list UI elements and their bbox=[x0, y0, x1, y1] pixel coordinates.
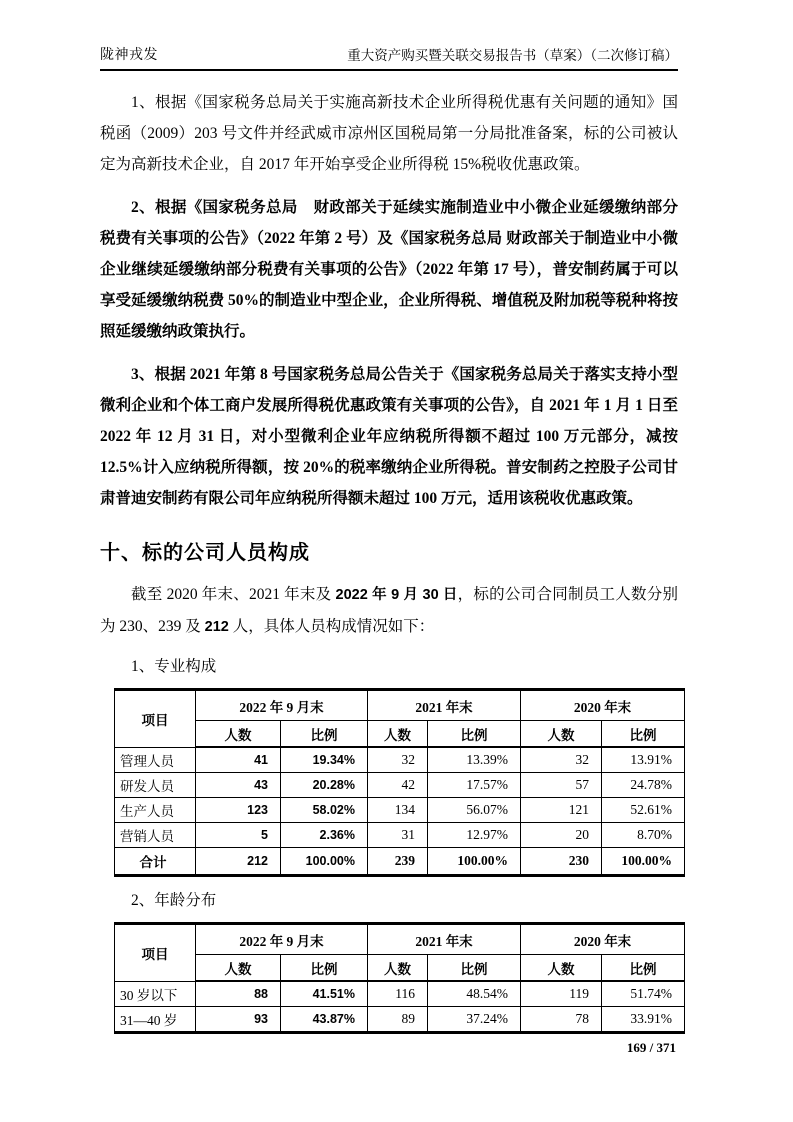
column-header-count: 人数 bbox=[196, 955, 281, 982]
cell-value: 119 bbox=[521, 981, 602, 1007]
table-header-row-measures bbox=[115, 955, 685, 982]
table-row bbox=[115, 981, 685, 1007]
cell-value: 123 bbox=[196, 798, 281, 823]
cell-value: 5 bbox=[196, 823, 281, 848]
cell-value: 31 bbox=[368, 823, 428, 848]
cell-value: 41 bbox=[196, 747, 281, 773]
cell-value: 57 bbox=[521, 773, 602, 798]
cell-value: 51.74% bbox=[602, 981, 685, 1007]
cell-value: 20.28% bbox=[281, 773, 368, 798]
row-label: 研发人员 bbox=[115, 773, 196, 798]
table-row bbox=[115, 823, 685, 848]
cell-value: 2.36% bbox=[281, 823, 368, 848]
row-label: 31—40 岁 bbox=[115, 1007, 196, 1033]
column-header-period: 2020 年末 bbox=[521, 924, 685, 955]
cell-value: 8.70% bbox=[602, 823, 685, 848]
cell-value: 43.87% bbox=[281, 1007, 368, 1033]
cell-value: 78 bbox=[521, 1007, 602, 1033]
column-header-period: 2022 年 9 月末 bbox=[196, 690, 368, 721]
column-header-period: 2021 年末 bbox=[368, 690, 521, 721]
table-header bbox=[115, 690, 685, 748]
cell-value: 212 bbox=[196, 848, 281, 876]
cell-value: 17.57% bbox=[428, 773, 521, 798]
cell-value: 56.07% bbox=[428, 798, 521, 823]
table-header-row-measures bbox=[115, 721, 685, 748]
row-label: 30 岁以下 bbox=[115, 981, 196, 1007]
cell-value: 58.02% bbox=[281, 798, 368, 823]
cell-value: 134 bbox=[368, 798, 428, 823]
cell-value: 230 bbox=[521, 848, 602, 876]
column-header-period: 2021 年末 bbox=[368, 924, 521, 955]
cell-value: 19.34% bbox=[281, 747, 368, 773]
cell-value: 100.00% bbox=[281, 848, 368, 876]
table-row bbox=[115, 798, 685, 823]
cell-value: 100.00% bbox=[602, 848, 685, 876]
header-document-title: 重大资产购买暨关联交易报告书（草案）（二次修订稿） bbox=[347, 48, 678, 63]
column-header-count: 人数 bbox=[521, 955, 602, 982]
cell-value: 20 bbox=[521, 823, 602, 848]
table-body bbox=[115, 981, 685, 1033]
table-age-distribution bbox=[114, 922, 685, 1034]
intro-segment-bold-count: 212 bbox=[204, 619, 229, 635]
cell-value: 24.78% bbox=[602, 773, 685, 798]
cell-value: 13.91% bbox=[602, 747, 685, 773]
header-company-name: 陇神戎发 bbox=[100, 48, 158, 63]
cell-value: 37.24% bbox=[428, 1007, 521, 1033]
paragraph-tax-policy-2: 2、根据《国家税务总局 财政部关于延续实施制造业中小微企业延缓缴纳部分税费有关事项的公告》（2022 年第 2 号）及《国家税务总局 财政部关于制造业中小微企业继续延缓缴纳部分税费有关事项的公告》（2022 年第 17 号），普安制药属于可以享受延缓缴纳税费 50%的制造业中型企业，企业所得税、增值税及附加税等税种将按照延缓缴纳政策执行。 bbox=[100, 199, 678, 340]
row-label: 管理人员 bbox=[115, 747, 196, 773]
column-header-ratio: 比例 bbox=[602, 955, 685, 982]
cell-value: 52.61% bbox=[602, 798, 685, 823]
cell-value: 93 bbox=[196, 1007, 281, 1033]
column-header-period: 2020 年末 bbox=[521, 690, 685, 721]
cell-value: 32 bbox=[521, 747, 602, 773]
table-row bbox=[115, 848, 685, 876]
cell-value: 48.54% bbox=[428, 981, 521, 1007]
page-number: 169 / 371 bbox=[626, 1040, 676, 1055]
column-header-ratio: 比例 bbox=[281, 955, 368, 982]
cell-value: 42 bbox=[368, 773, 428, 798]
table-body bbox=[115, 747, 685, 876]
column-header-period: 2022 年 9 月末 bbox=[196, 924, 368, 955]
cell-value: 88 bbox=[196, 981, 281, 1007]
column-header-count: 人数 bbox=[368, 955, 428, 982]
cell-value: 33.91% bbox=[602, 1007, 685, 1033]
cell-value: 12.97% bbox=[428, 823, 521, 848]
row-label: 生产人员 bbox=[115, 798, 196, 823]
cell-value: 239 bbox=[368, 848, 428, 876]
table-header bbox=[115, 924, 685, 982]
intro-paragraph bbox=[100, 579, 678, 643]
row-label: 合计 bbox=[115, 848, 196, 876]
cell-value: 121 bbox=[521, 798, 602, 823]
cell-value: 100.00% bbox=[428, 848, 521, 876]
intro-segment-bold-date: 2022 年 9 月 30 日 bbox=[335, 587, 458, 603]
column-header-count: 人数 bbox=[368, 721, 428, 748]
column-header-ratio: 比例 bbox=[602, 721, 685, 748]
row-label: 营销人员 bbox=[115, 823, 196, 848]
table-header-row-periods bbox=[115, 924, 685, 955]
column-header-ratio: 比例 bbox=[281, 721, 368, 748]
cell-value: 32 bbox=[368, 747, 428, 773]
table-row bbox=[115, 747, 685, 773]
cell-value: 43 bbox=[196, 773, 281, 798]
intro-segment: 人，具体人员构成情况如下： bbox=[228, 618, 435, 635]
paragraph-tax-policy-1: 1、根据《国家税务总局关于实施高新技术企业所得税优惠有关问题的通知》国税函（2009）203 号文件并经武威市凉州区国税局第一分局批准备案，标的公司被认定为高新技术企业，自 2017 年开始享受企业所得税 15%税收优惠政策。 bbox=[100, 94, 678, 173]
table-profession-composition bbox=[114, 688, 685, 877]
cell-value: 89 bbox=[368, 1007, 428, 1033]
sub-item-profession: 1、专业构成 bbox=[131, 658, 217, 675]
table-header-row-periods bbox=[115, 690, 685, 721]
column-header-item: 项目 bbox=[115, 924, 196, 982]
cell-value: 13.39% bbox=[428, 747, 521, 773]
table-row bbox=[115, 773, 685, 798]
column-header-ratio: 比例 bbox=[428, 721, 521, 748]
column-header-item: 项目 bbox=[115, 690, 196, 748]
cell-value: 41.51% bbox=[281, 981, 368, 1007]
cell-value: 116 bbox=[368, 981, 428, 1007]
paragraph-tax-policy-3: 3、根据 2021 年第 8 号国家税务总局公告关于《国家税务总局关于落实支持小型微利企业和个体工商户发展所得税优惠政策有关事项的公告》，自 2021 年 1 月 1 日至 2022 年 12 月 31 日，对小型微利企业年应纳税所得额不超过 100 万元部分，减按 12.5%计入应纳税所得额，按 20%的税率缴纳企业所得税。普安制药之控股子公司甘肃普迪安制药有限公司年应纳税所得额未超过 100 万元，适用该税收优惠政策。 bbox=[100, 366, 678, 507]
sub-item-age: 2、年龄分布 bbox=[131, 892, 217, 909]
intro-segment: ，标的公司合同制员工人数分别为 230、239 及 bbox=[100, 586, 678, 635]
table-row bbox=[115, 1007, 685, 1033]
section-heading: 十、标的公司人员构成 bbox=[100, 542, 310, 564]
column-header-count: 人数 bbox=[521, 721, 602, 748]
intro-segment: 截至 2020 年末、2021 年末及 bbox=[131, 586, 336, 603]
page-header bbox=[100, 44, 678, 71]
column-header-count: 人数 bbox=[196, 721, 281, 748]
column-header-ratio: 比例 bbox=[428, 955, 521, 982]
